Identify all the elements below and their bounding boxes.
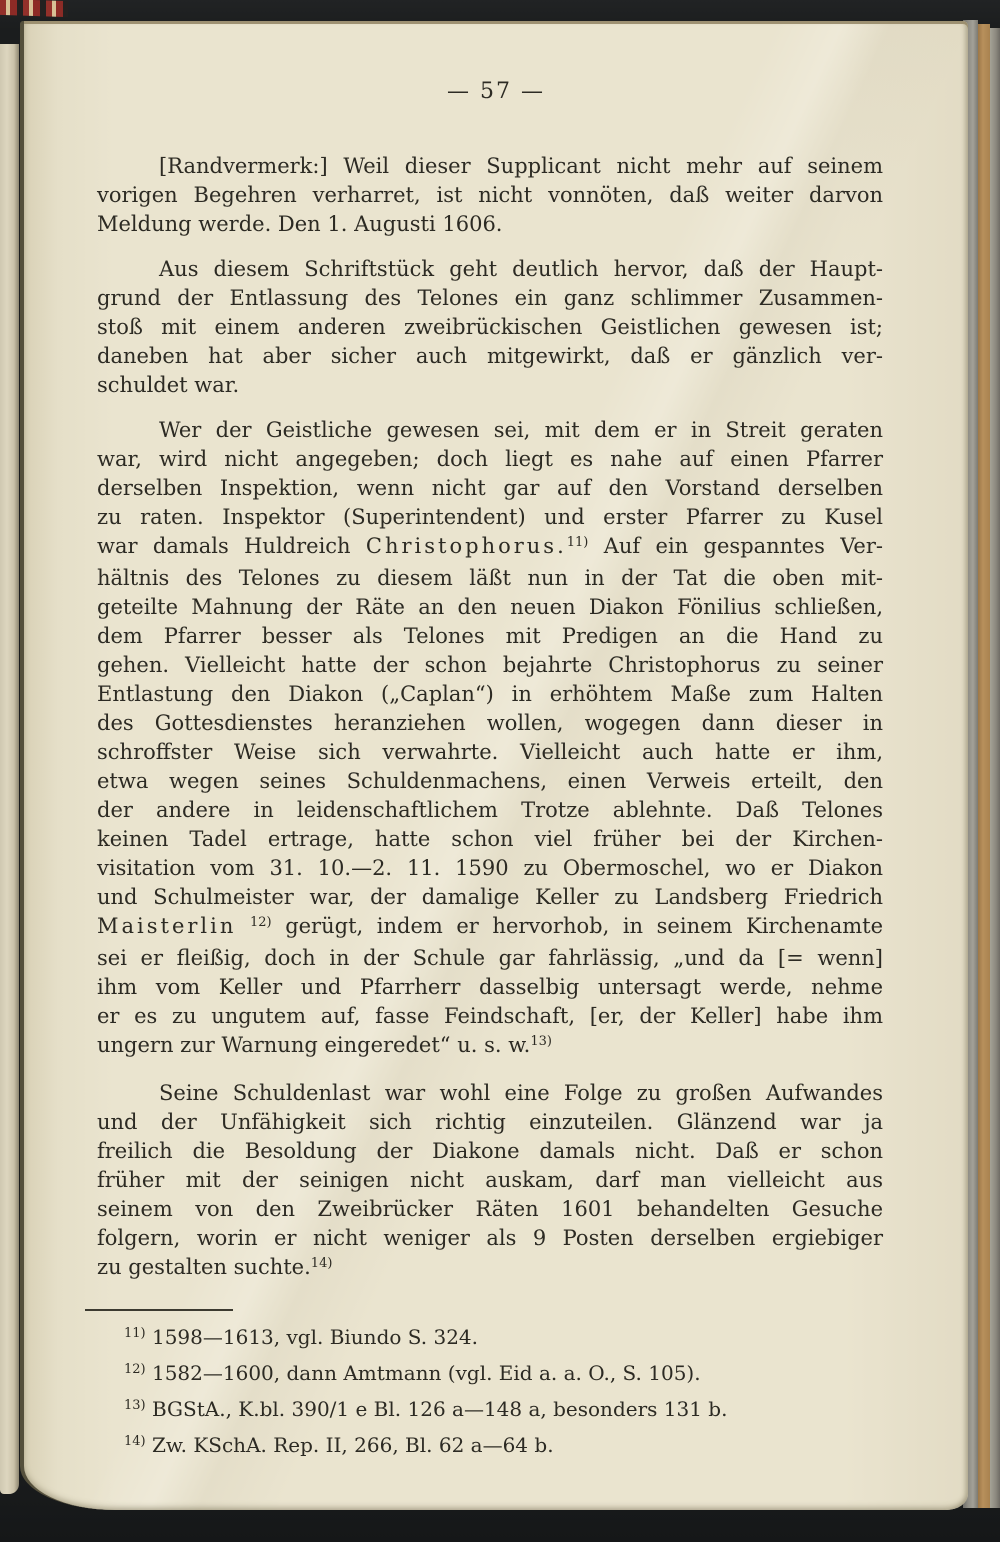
- text-segment: [236, 914, 250, 938]
- footnote-marker: 12): [124, 1362, 146, 1377]
- text-line: [97, 474, 883, 503]
- text-line: [97, 738, 883, 767]
- text-line: [97, 210, 883, 239]
- spine-headband: [0, 0, 68, 17]
- text-segment: Auf ein gespanntes Ver-: [588, 534, 883, 558]
- text-segment: geteilte Mahnung der Räte an den neuen Diakon Fönilius schließen,: [97, 595, 883, 619]
- paragraph: [97, 152, 883, 239]
- text-segment: dem Pfarrer besser als Telones mit Predigen an die Hand zu: [97, 624, 883, 648]
- text-line: [97, 1166, 883, 1195]
- text-segment: gehen. Vielleicht hatte der schon bejahrte Christophorus zu seiner: [97, 653, 883, 677]
- text-line: [97, 1031, 883, 1063]
- footnote: [97, 1357, 887, 1393]
- text-segment: freilich die Besoldung der Diakone damals nicht. Daß er schon: [97, 1139, 883, 1163]
- text-segment: vorigen Begehren verharret, ist nicht vonnöten, daß weiter darvon: [97, 183, 883, 207]
- text-line: [97, 1108, 883, 1137]
- text-segment: Aus diesem Schriftstück geht deutlich hervor, daß der Haupt-: [159, 257, 883, 281]
- text-line: [97, 593, 883, 622]
- text-line: [97, 825, 883, 854]
- text-segment: stoß mit einem anderen zweibrückischen Geistlichen gewesen ist;: [97, 315, 883, 339]
- text-line: [97, 564, 883, 593]
- text-segment: folgern, worin er nicht weniger als 9 Posten derselben ergiebiger: [97, 1226, 883, 1250]
- paragraph: [97, 1079, 883, 1285]
- text-line: [97, 883, 883, 912]
- left-page-edge: [0, 44, 19, 1494]
- text-segment: Entlastung den Diakon („Caplan“) in erhöhtem Maße zum Halten: [97, 682, 883, 706]
- paragraph: [97, 416, 883, 1063]
- page-text: [97, 152, 883, 1285]
- footnote: [97, 1393, 887, 1429]
- fore-edge-cover: [990, 28, 1000, 1508]
- text-segment: des Gottesdienstes heranziehen wollen, wogegen dann dieser in: [97, 711, 883, 735]
- text-segment: Christophorus.: [365, 534, 567, 558]
- text-line: [97, 1195, 883, 1224]
- footnote-marker: 13): [530, 1034, 552, 1049]
- text-line: [97, 313, 883, 342]
- text-segment: der andere in leidenschaftlichem Trotze ablehnte. Daß Telones: [97, 798, 883, 822]
- text-segment: und der Unfähigkeit sich richtig einzuteilen. Glänzend war ja: [97, 1110, 883, 1134]
- text-segment: schuldet war.: [97, 373, 240, 397]
- text-line: [97, 767, 883, 796]
- text-line: [97, 622, 883, 651]
- footnote-text: BGStA., K.bl. 390/1 e Bl. 126 a—148 a, besonders 131 b.: [145, 1397, 728, 1421]
- text-line: [97, 342, 883, 371]
- footnote-marker: 13): [124, 1398, 146, 1413]
- footnote-marker: 14): [124, 1434, 146, 1449]
- text-line: [97, 503, 883, 532]
- text-line: [97, 912, 883, 944]
- text-line: [97, 416, 883, 445]
- text-segment: hältnis des Telones zu diesem läßt nun in der Tat die oben mit-: [97, 566, 883, 590]
- text-segment: war, wird nicht angegeben; doch liegt es nahe auf einen Pfarrer: [97, 447, 883, 471]
- text-segment: war damals Huldreich: [97, 534, 366, 558]
- text-line: [97, 1224, 883, 1253]
- text-segment: visitation vom 31. 10.—2. 11. 1590 zu Obermoschel, wo er Diakon: [97, 856, 883, 880]
- book-page: [20, 21, 968, 1510]
- text-segment: ungern zur Warnung eingeredet“ u. s. w.: [97, 1033, 531, 1057]
- text-segment: [Randvermerk:] Weil dieser Supplicant nicht mehr auf seinem: [159, 154, 883, 178]
- text-line: [97, 709, 883, 738]
- text-segment: er es zu ungutem auf, fasse Feindschaft, [er, der Keller] habe ihm: [97, 1004, 883, 1028]
- text-segment: Maisterlin: [97, 914, 237, 938]
- text-line: [97, 680, 883, 709]
- text-segment: derselben Inspektion, wenn nicht gar auf den Vorstand derselben: [97, 476, 883, 500]
- text-segment: Seine Schuldenlast war wohl eine Folge zu großen Aufwandes: [159, 1081, 883, 1105]
- text-line: [97, 1079, 883, 1108]
- text-line: [97, 973, 883, 1002]
- text-segment: Meldung werde. Den 1. Augusti 1606.: [97, 212, 503, 236]
- footnote-marker: 11): [566, 535, 589, 550]
- text-segment: sei er fleißig, doch in der Schule gar fahrlässig, „und da [= wenn]: [97, 946, 883, 970]
- text-line: [97, 1253, 883, 1285]
- footnote: [97, 1429, 887, 1465]
- paragraph: [97, 255, 883, 400]
- text-segment: grund der Entlassung des Telones ein ganz schlimmer Zusammen-: [97, 286, 883, 310]
- text-line: [97, 1137, 883, 1166]
- text-segment: daneben hat aber sicher auch mitgewirkt, daß er gänzlich ver-: [97, 344, 883, 368]
- footnote-text: Zw. KSchA. Rep. II, 266, Bl. 62 a—64 b.: [145, 1433, 554, 1457]
- text-line: [97, 152, 883, 181]
- text-line: [97, 371, 883, 400]
- text-line: [97, 532, 883, 564]
- text-line: [97, 651, 883, 680]
- text-segment: schroffster Weise sich verwahrte. Vielleicht auch hatte er ihm,: [97, 740, 883, 764]
- footnote: [97, 1321, 887, 1357]
- text-segment: und Schulmeister war, der damalige Keller zu Landsberg Friedrich: [97, 885, 883, 909]
- text-line: [97, 796, 883, 825]
- footnote-text: 1598—1613, vgl. Biundo S. 324.: [145, 1325, 478, 1349]
- fore-edge-pages: [978, 24, 990, 1508]
- footnote-marker: 11): [124, 1326, 146, 1341]
- text-segment: früher mit der seinigen nicht auskam, darf man vielleicht aus: [97, 1168, 883, 1192]
- text-segment: gerügt, indem er hervorhob, in seinem Kirchenamte: [271, 914, 883, 938]
- text-line: [97, 181, 883, 210]
- text-segment: zu raten. Inspektor (Superintendent) und erster Pfarrer zu Kusel: [97, 505, 883, 529]
- footnote-marker: 12): [249, 915, 272, 930]
- footnote-marker: 14): [310, 1256, 333, 1271]
- text-line: [97, 944, 883, 973]
- footnotes: [97, 1321, 887, 1465]
- text-line: [97, 1002, 883, 1031]
- text-line: [97, 284, 883, 313]
- text-line: [97, 445, 883, 474]
- text-line: [97, 255, 883, 284]
- text-segment: Wer der Geistliche gewesen sei, mit dem er in Streit geraten: [159, 418, 883, 442]
- text-segment: ihm vom Keller und Pfarrherr dasselbig untersagt werde, nehme: [97, 975, 883, 999]
- footnote-text: 1582—1600, dann Amtmann (vgl. Eid a. a. O., S. 105).: [145, 1361, 701, 1385]
- page-number: — 57 —: [447, 79, 545, 104]
- text-segment: keinen Tadel ertrage, hatte schon viel früher bei der Kirchen-: [97, 827, 883, 851]
- text-line: [97, 854, 883, 883]
- footnote-separator: [85, 1309, 233, 1311]
- text-segment: zu gestalten suchte.: [97, 1255, 311, 1279]
- text-segment: seinem von den Zweibrücker Räten 1601 behandelten Gesuche: [97, 1197, 883, 1221]
- text-segment: etwa wegen seines Schuldenmachens, einen Verweis erteilt, den: [97, 769, 883, 793]
